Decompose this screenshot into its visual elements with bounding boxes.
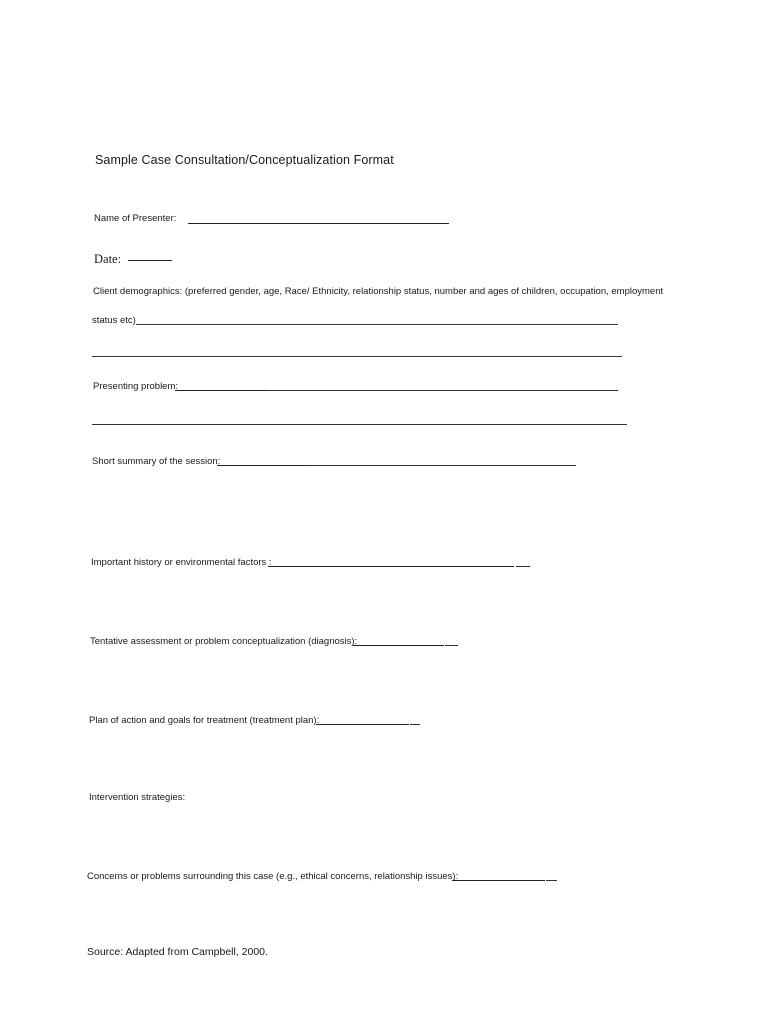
presenting-problem-input-line[interactable] bbox=[269, 390, 618, 391]
presenting-problem-label: Presenting problem: bbox=[93, 381, 179, 392]
treatment-plan-label: Plan of action and goals for treatment (treatment plan): bbox=[89, 715, 320, 726]
history-underline[interactable] bbox=[268, 566, 514, 567]
session-summary-input-line[interactable] bbox=[306, 465, 576, 466]
presenting-problem-underline[interactable] bbox=[175, 390, 269, 391]
page-title: Sample Case Consultation/Conceptualization Format bbox=[95, 153, 394, 167]
presenter-label: Name of Presenter: bbox=[94, 213, 177, 224]
date-label: Date: bbox=[94, 252, 122, 266]
presenting-problem-input-line-2[interactable] bbox=[92, 424, 627, 425]
treatment-plan-underline[interactable] bbox=[316, 724, 409, 725]
intervention-label: Intervention strategies: bbox=[89, 792, 186, 803]
history-label: Important history or environmental factors : bbox=[91, 557, 272, 568]
demographics-input-line-1[interactable] bbox=[136, 324, 618, 325]
history-input-tail[interactable] bbox=[516, 566, 530, 567]
assessment-input-tail[interactable] bbox=[445, 645, 458, 646]
demographics-cont-label: status etc) bbox=[92, 315, 136, 326]
assessment-underline[interactable] bbox=[353, 645, 444, 646]
source-citation: Source: Adapted from Campbell, 2000. bbox=[87, 946, 268, 958]
date-input-line[interactable] bbox=[128, 260, 172, 261]
session-summary-underline[interactable] bbox=[217, 465, 306, 466]
concerns-input-tail[interactable] bbox=[546, 880, 557, 881]
concerns-underline[interactable] bbox=[452, 880, 545, 881]
demographics-label: Client demographics: (preferred gender, age, Race/ Ethnicity, relationship status, number and ages of children, occupation, employment bbox=[93, 286, 664, 297]
assessment-label: Tentative assessment or problem conceptualization (diagnosis): bbox=[90, 636, 358, 647]
concerns-label: Concerns or problems surrounding this case (e.g., ethical concerns, relationship issues): bbox=[87, 871, 459, 882]
demographics-input-line-2[interactable] bbox=[92, 356, 622, 357]
presenter-input-line[interactable] bbox=[188, 223, 449, 224]
session-summary-label: Short summary of the session: bbox=[92, 456, 221, 467]
treatment-plan-input-tail[interactable] bbox=[410, 724, 420, 725]
